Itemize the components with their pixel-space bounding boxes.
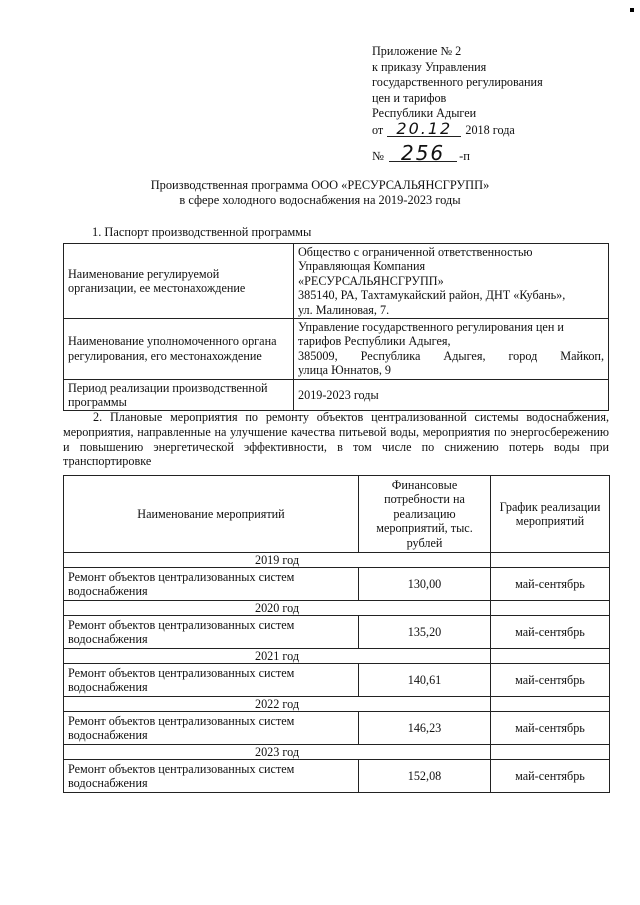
year-label: 2020 год <box>64 600 491 615</box>
year-row <box>64 600 610 615</box>
appendix-header <box>372 44 622 139</box>
date-prefix: от <box>372 122 384 137</box>
schedule-cell: май-сентябрь <box>491 711 610 744</box>
value-line: «РЕСУРСАЛЬЯНСГРУПП» <box>298 273 444 288</box>
value-line: 2019-2023 годы <box>298 387 379 402</box>
table-header-row <box>64 476 610 553</box>
year-row <box>64 648 610 663</box>
amount-cell: 130,00 <box>359 567 491 600</box>
year-label: 2022 год <box>64 696 491 711</box>
year-label: 2019 год <box>64 552 491 567</box>
passport-value <box>294 244 609 319</box>
year-label: 2023 год <box>64 744 491 759</box>
table-row <box>64 711 610 744</box>
date-suffix: 2018 года <box>465 122 515 137</box>
section2-paragraph: 2. Плановые мероприятия по ремонту объектов централизованной системы водоснабжения, мероприятия, направленные на улучшение качества питьевой воды, мероприятия по энергосбережению и повышению энергетической эффективности, в том числе по снижению потерь воды при транспортировке <box>63 410 609 469</box>
order-number-line <box>372 141 470 165</box>
activity-cell: Ремонт объектов централизованных систем водоснабжения <box>64 615 359 648</box>
handwritten-order-number: 256 <box>389 145 457 162</box>
passport-value <box>294 318 609 379</box>
corner-mark <box>630 8 634 12</box>
value-line: Общество с ограниченной ответственностью <box>298 245 533 259</box>
value-line: улица Юннатов, 9 <box>298 363 392 378</box>
activity-cell: Ремонт объектов централизованных систем водоснабжения <box>64 759 359 792</box>
column-header: Наименование мероприятий <box>64 476 359 553</box>
schedule-cell: май-сентябрь <box>491 615 610 648</box>
value-line: ул. Малиновая, 7. <box>298 302 390 317</box>
column-header: Финансовые потребности на реализацию мероприятий, тыс. рублей <box>359 476 491 553</box>
passport-label: Период реализации производственной программы <box>64 379 294 411</box>
amount-cell: 135,20 <box>359 615 491 648</box>
schedule-cell: май-сентябрь <box>491 663 610 696</box>
year-row <box>64 696 610 711</box>
appendix-line: цен и тарифов <box>372 90 447 105</box>
schedule-cell: май-сентябрь <box>491 759 610 792</box>
value-line: 385009, Республика Адыгея, город Майкоп, <box>298 348 604 363</box>
activity-cell: Ремонт объектов централизованных систем водоснабжения <box>64 711 359 744</box>
value-line: Управляющая Компания <box>298 259 426 274</box>
order-suffix: -п <box>459 149 470 163</box>
year-label: 2021 год <box>64 648 491 663</box>
section1-heading: 1. Паспорт производственной программы <box>92 225 312 239</box>
handwritten-date: 20.12 <box>387 122 461 137</box>
table-row <box>64 244 609 319</box>
appendix-line: Республики Адыгеи <box>372 106 477 121</box>
table-row <box>64 379 609 411</box>
year-row <box>64 744 610 759</box>
value-line: тарифов Республики Адыгея, <box>298 334 451 349</box>
column-header: График реализации мероприятий <box>491 476 610 553</box>
activity-cell: Ремонт объектов централизованных систем водоснабжения <box>64 567 359 600</box>
table-row <box>64 318 609 379</box>
title-line: в сфере холодного водоснабжения на 2019-2023 годы <box>179 193 461 208</box>
document-title <box>0 178 640 208</box>
appendix-line: государственного регулирования <box>372 75 543 90</box>
appendix-line: к приказу Управления <box>372 59 487 74</box>
amount-cell: 140,61 <box>359 663 491 696</box>
passport-label: Наименование регулируемой организации, ее местонахождение <box>64 244 294 319</box>
passport-value <box>294 379 609 411</box>
value-line: 385140, РА, Тахтамукайский район, ДНТ «Кубань», <box>298 288 566 303</box>
value-line: Управление государственного регулирования цен и <box>298 319 564 334</box>
table-row <box>64 759 610 792</box>
table-row <box>64 663 610 696</box>
amount-cell: 152,08 <box>359 759 491 792</box>
measures-table <box>63 475 610 793</box>
appendix-line: Приложение № 2 <box>372 44 462 58</box>
table-row <box>64 615 610 648</box>
table-row <box>64 567 610 600</box>
title-line: Производственная программа ООО «РЕСУРСАЛЬЯНСГРУПП» <box>150 178 490 192</box>
activity-cell: Ремонт объектов централизованных систем водоснабжения <box>64 663 359 696</box>
order-prefix: № <box>372 149 384 163</box>
appendix-date-line <box>372 118 622 139</box>
year-row <box>64 552 610 567</box>
amount-cell: 146,23 <box>359 711 491 744</box>
passport-table <box>63 243 609 411</box>
passport-label: Наименование уполномоченного органа регулирования, его местонахождение <box>64 318 294 379</box>
schedule-cell: май-сентябрь <box>491 567 610 600</box>
